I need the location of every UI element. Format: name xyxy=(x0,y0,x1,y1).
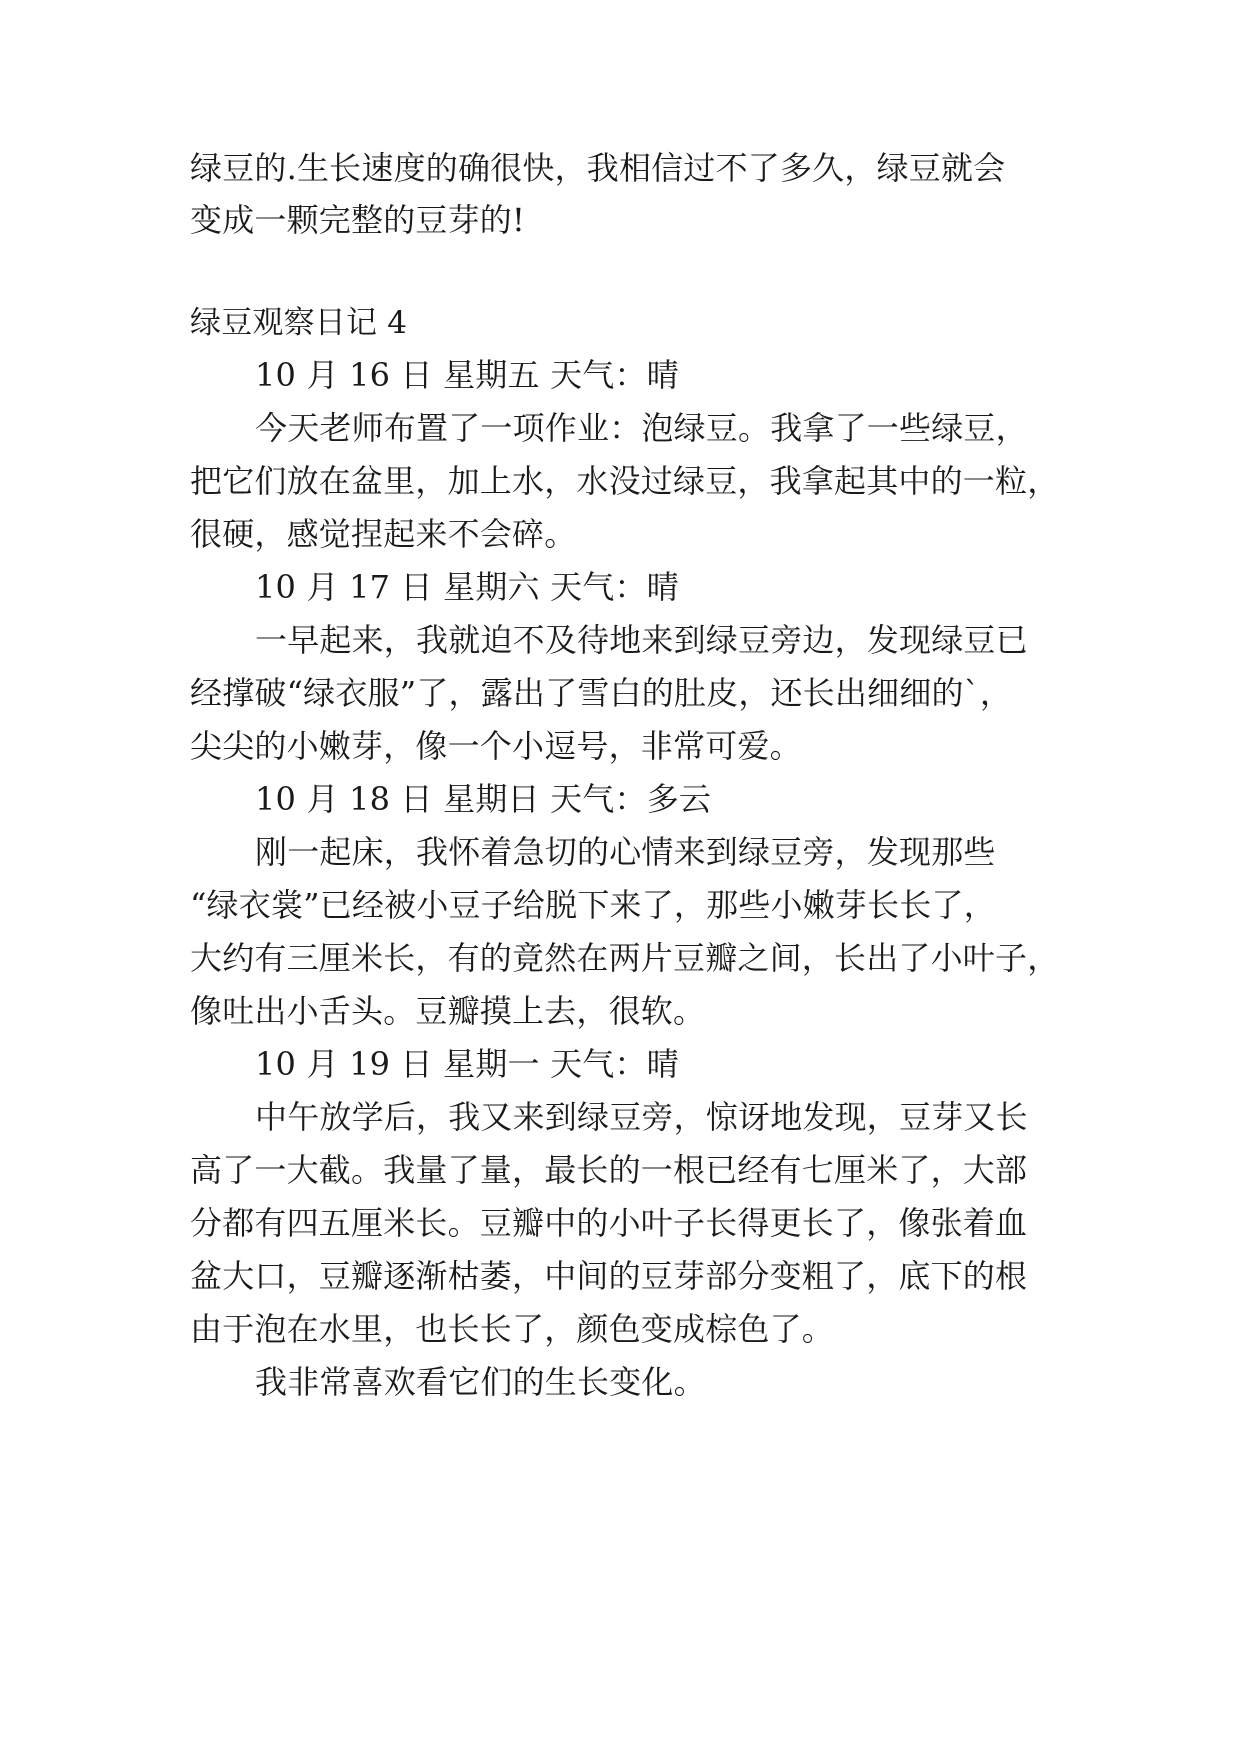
closing-line: 我非常喜欢看它们的生长变化。 xyxy=(255,1363,706,1401)
entry-4-date: 10 月 19 日 星期一 天气：晴 xyxy=(255,1045,679,1083)
entry-3-line-1: 刚一起床，我怀着急切的心情来到绿豆旁，发现那些 xyxy=(255,833,996,871)
entry-2-line-3: 尖尖的小嫩芽，像一个小逗号，非常可爱。 xyxy=(190,727,802,765)
intro-line-1: 绿豆的.生长速度的确很快，我相信过不了多久，绿豆就会 xyxy=(190,149,1006,187)
entry-4-line-3: 分都有四五厘米长。豆瓣中的小叶子长得更长了，像张着血 xyxy=(190,1204,1028,1242)
entry-3-line-4: 像吐出小舌头。豆瓣摸上去，很软。 xyxy=(190,992,706,1030)
intro-line-2: 变成一颗完整的豆芽的! xyxy=(190,201,526,239)
entry-4-line-4: 盆大口，豆瓣逐渐枯萎，中间的豆芽部分变粗了，底下的根 xyxy=(190,1257,1028,1295)
entry-4-line-2: 高了一大截。我量了量，最长的一根已经有七厘米了，大部 xyxy=(190,1151,1028,1189)
diary-title: 绿豆观察日记 4 xyxy=(190,305,408,341)
entry-3-line-2: “绿衣裳”已经被小豆子给脱下来了，那些小嫩芽长长了， xyxy=(190,886,996,924)
entry-2-date: 10 月 17 日 星期六 天气：晴 xyxy=(255,568,679,606)
entry-4-line-5: 由于泡在水里，也长长了，颜色变成棕色了。 xyxy=(190,1310,835,1348)
entry-3-line-3: 大约有三厘米长，有的竟然在两片豆瓣之间，长出了小叶子， xyxy=(190,939,1060,977)
entry-2-line-1: 一早起来，我就迫不及待地来到绿豆旁边，发现绿豆已 xyxy=(255,621,1028,659)
entry-4-line-1: 中午放学后，我又来到绿豆旁，惊讶地发现，豆芽又长 xyxy=(255,1098,1028,1136)
entry-1-date: 10 月 16 日 星期五 天气：晴 xyxy=(255,356,679,394)
entry-3-date: 10 月 18 日 星期日 天气：多云 xyxy=(255,780,712,818)
entry-1-line-3: 很硬，感觉捏起来不会碎。 xyxy=(190,515,577,553)
entry-1-line-2: 把它们放在盆里，加上水，水没过绿豆，我拿起其中的一粒， xyxy=(190,462,1060,500)
entry-1-line-1: 今天老师布置了一项作业：泡绿豆。我拿了一些绿豆， xyxy=(255,409,1028,447)
entry-2-line-2: 经撑破“绿衣服”了，露出了雪白的肚皮，还长出细细的`， xyxy=(190,674,1013,712)
